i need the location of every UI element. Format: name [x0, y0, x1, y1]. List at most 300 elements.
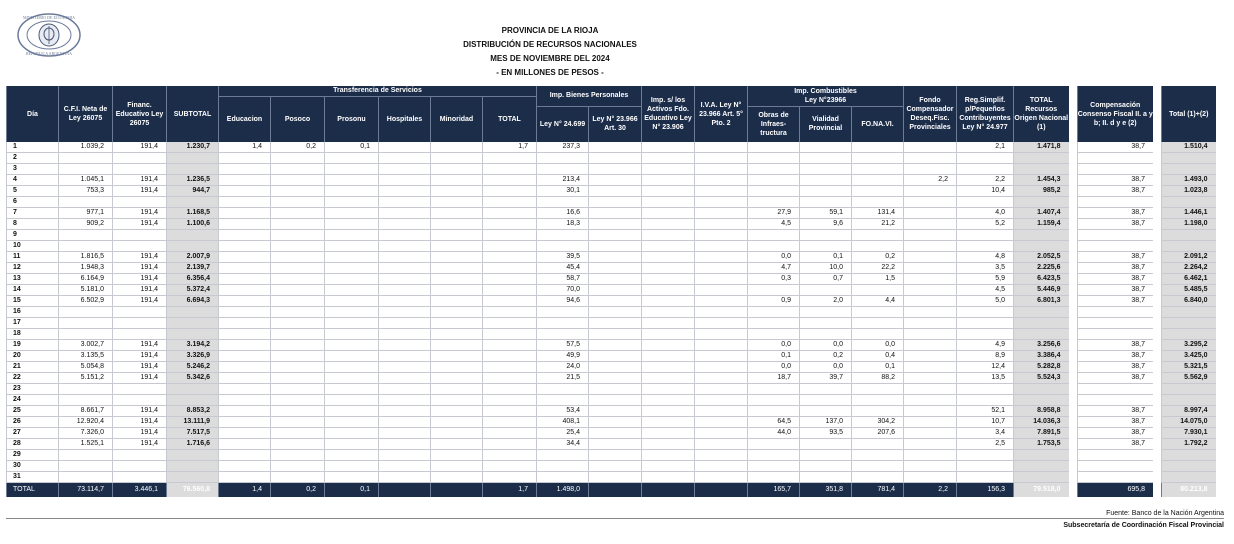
- cell-tro: 1.159,4: [1014, 219, 1069, 230]
- cell-min: [431, 483, 483, 498]
- cell-d: 14: [7, 285, 59, 296]
- col-header-vialidad-provincial: Vialidad Provincial: [800, 106, 852, 142]
- cell-pos: [271, 450, 325, 461]
- cell-fon: [852, 439, 904, 450]
- cell-ibp1: [537, 450, 589, 461]
- cell-fc: [904, 241, 957, 252]
- cell-rs: 4,0: [957, 208, 1014, 219]
- cell-pos: [271, 285, 325, 296]
- cell-tot: [1162, 384, 1216, 395]
- cell-fon: [852, 461, 904, 472]
- cell-iva: [695, 340, 748, 351]
- cell-fc: [904, 329, 957, 340]
- cell-iva: [695, 285, 748, 296]
- cell-comp: [1077, 153, 1153, 164]
- cell-fon: 0,2: [852, 252, 904, 263]
- cell-fc: [904, 461, 957, 472]
- cell-tro: 3.256,6: [1014, 340, 1069, 351]
- cell-ibp1: 21,5: [537, 373, 589, 384]
- cell-tst: [483, 208, 537, 219]
- cell-cfi: 5.181,0: [59, 285, 113, 296]
- cell-min: [431, 329, 483, 340]
- cell-edu: [219, 197, 271, 208]
- cell-comp: 38,7: [1077, 351, 1153, 362]
- report-title: [0, 24, 1100, 80]
- cell-iva: [695, 439, 748, 450]
- cell-fon: 0,4: [852, 351, 904, 362]
- cell-fc: [904, 263, 957, 274]
- cell-cfi: 3.135,5: [59, 351, 113, 362]
- cell-hos: [379, 318, 431, 329]
- cell-tst: [483, 285, 537, 296]
- cell-cfi: 5.054,8: [59, 362, 113, 373]
- col-header-bienes-ley-23966: Ley N° 23.966 Art. 30: [589, 106, 642, 142]
- cell-fc: [904, 351, 957, 362]
- cell-pro: [325, 153, 379, 164]
- cell-obr: [748, 384, 800, 395]
- cell-min: [431, 373, 483, 384]
- col-header-fondo-compensador: Fondo Compensador Deseq.Fisc. Provinciales: [904, 86, 957, 142]
- cell-via: 59,1: [800, 208, 852, 219]
- cell-ibp2: [589, 340, 642, 351]
- cell-fe: [113, 450, 167, 461]
- col-header-total-recursos: TOTAL Recursos Origen Nacional (1): [1014, 86, 1069, 142]
- cell-min: [431, 208, 483, 219]
- col-header-dia: Día: [7, 86, 59, 142]
- cell-iva: [695, 406, 748, 417]
- cell-edu: [219, 175, 271, 186]
- cell-fon: 0,1: [852, 362, 904, 373]
- cell-tro: 5.282,8: [1014, 362, 1069, 373]
- cell-via: [800, 241, 852, 252]
- cell-pro: [325, 296, 379, 307]
- cell-ibp2: [589, 219, 642, 230]
- table-row: [7, 175, 1216, 186]
- cell-sub: 6.694,3: [167, 296, 219, 307]
- cell-fe: 191,4: [113, 274, 167, 285]
- table-row: [7, 329, 1216, 340]
- cell-via: 137,0: [800, 417, 852, 428]
- cell-rs: 10,4: [957, 186, 1014, 197]
- cell-hos: [379, 274, 431, 285]
- cell-obr: 44,0: [748, 428, 800, 439]
- cell-pro: [325, 329, 379, 340]
- cell-pro: [325, 472, 379, 483]
- cell-pos: [271, 439, 325, 450]
- cell-tst: [483, 439, 537, 450]
- cell-d: 29: [7, 450, 59, 461]
- cell-ibp2: [589, 208, 642, 219]
- cell-tot: 1.792,2: [1162, 439, 1216, 450]
- cell-cfi: 5.151,2: [59, 373, 113, 384]
- cell-rs: 5,2: [957, 219, 1014, 230]
- cell-pro: [325, 285, 379, 296]
- cell-cfi: [59, 472, 113, 483]
- cell-iaf: [642, 362, 695, 373]
- cell-min: [431, 472, 483, 483]
- cell-ibp1: [537, 329, 589, 340]
- footer-source: Fuente: Banco de la Nación Argentina: [1106, 510, 1224, 517]
- cell-fc: [904, 318, 957, 329]
- cell-ibp2: [589, 296, 642, 307]
- cell-sub: 1.716,6: [167, 439, 219, 450]
- cell-min: [431, 252, 483, 263]
- cell-tro: [1014, 241, 1069, 252]
- cell-tro: 5.446,9: [1014, 285, 1069, 296]
- cell-edu: [219, 307, 271, 318]
- cell-hos: [379, 208, 431, 219]
- cell-tst: [483, 428, 537, 439]
- cell-edu: [219, 450, 271, 461]
- cell-tot: 5.321,5: [1162, 362, 1216, 373]
- cell-min: [431, 351, 483, 362]
- cell-rs: 4,5: [957, 285, 1014, 296]
- cell-obr: [748, 197, 800, 208]
- cell-ibp2: [589, 153, 642, 164]
- cell-d: 2: [7, 153, 59, 164]
- cell-ibp1: [537, 318, 589, 329]
- cell-iaf: [642, 417, 695, 428]
- cell-fe: 191,4: [113, 373, 167, 384]
- col-header-ts-prosonu: Prosonu: [325, 96, 379, 142]
- col-header-subtotal: SUBTOTAL: [167, 86, 219, 142]
- cell-obr: 0,0: [748, 362, 800, 373]
- cell-ibp1: 24,0: [537, 362, 589, 373]
- table-row: [7, 241, 1216, 252]
- cell-ibp2: [589, 274, 642, 285]
- cell-sub: [167, 230, 219, 241]
- cell-iaf: [642, 208, 695, 219]
- cell-tst: [483, 450, 537, 461]
- cell-iaf: [642, 461, 695, 472]
- cell-pos: [271, 406, 325, 417]
- cell-obr: [748, 395, 800, 406]
- cell-hos: [379, 285, 431, 296]
- cell-fe: [113, 153, 167, 164]
- cell-pos: [271, 318, 325, 329]
- cell-obr: 0,0: [748, 252, 800, 263]
- cell-edu: [219, 395, 271, 406]
- cell-comp: 38,7: [1077, 219, 1153, 230]
- cell-tro: [1014, 450, 1069, 461]
- cell-sub: 1.230,7: [167, 142, 219, 153]
- cell-obr: 0,1: [748, 351, 800, 362]
- cell-fe: [113, 197, 167, 208]
- cell-fon: [852, 318, 904, 329]
- col-header-iva: I.V.A. Ley N° 23.966 Art. 5° Pto. 2: [695, 86, 748, 142]
- cell-pos: [271, 197, 325, 208]
- cell-ibp1: 49,9: [537, 351, 589, 362]
- cell-iaf: [642, 164, 695, 175]
- cell-hos: [379, 197, 431, 208]
- cell-ibp1: [537, 164, 589, 175]
- cell-pro: [325, 450, 379, 461]
- cell-pro: [325, 241, 379, 252]
- cell-ibp2: [589, 417, 642, 428]
- cell-hos: [379, 428, 431, 439]
- table-row: [7, 164, 1216, 175]
- cell-comp: [1077, 318, 1153, 329]
- cell-d: 3: [7, 164, 59, 175]
- cell-cfi: [59, 395, 113, 406]
- cell-pos: [271, 296, 325, 307]
- cell-sub: 7.517,5: [167, 428, 219, 439]
- cell-fe: 191,4: [113, 406, 167, 417]
- col-group-transferencia-servicios: Transferencia de Servicios: [219, 86, 537, 96]
- cell-fon: [852, 472, 904, 483]
- cell-rs: 3,4: [957, 428, 1014, 439]
- cell-fe: 191,4: [113, 175, 167, 186]
- cell-d: 13: [7, 274, 59, 285]
- cell-rs: 4,9: [957, 340, 1014, 351]
- cell-fon: [852, 197, 904, 208]
- cell-fon: [852, 450, 904, 461]
- title-distribution: DISTRIBUCIÓN DE RECURSOS NACIONALES: [463, 40, 637, 49]
- cell-tot: 80.213,8: [1162, 483, 1216, 498]
- cell-d: 24: [7, 395, 59, 406]
- cell-obr: 0,0: [748, 340, 800, 351]
- cell-d: 26: [7, 417, 59, 428]
- cell-comp: [1077, 164, 1153, 175]
- cell-d: 10: [7, 241, 59, 252]
- cell-tot: [1162, 329, 1216, 340]
- cell-sub: 1.236,5: [167, 175, 219, 186]
- cell-fe: [113, 307, 167, 318]
- cell-fe: [113, 164, 167, 175]
- cell-sub: 944,7: [167, 186, 219, 197]
- cell-fon: [852, 241, 904, 252]
- cell-iaf: [642, 406, 695, 417]
- cell-min: [431, 219, 483, 230]
- cell-tst: [483, 263, 537, 274]
- cell-rs: [957, 461, 1014, 472]
- cell-fe: 191,4: [113, 362, 167, 373]
- cell-pro: [325, 351, 379, 362]
- table-row: [7, 351, 1216, 362]
- cell-obr: 0,9: [748, 296, 800, 307]
- cell-comp: 38,7: [1077, 274, 1153, 285]
- cell-ibp1: 213,4: [537, 175, 589, 186]
- cell-fc: [904, 439, 957, 450]
- cell-sub: [167, 197, 219, 208]
- title-month: MES DE NOVIEMBRE DEL 2024: [490, 54, 610, 63]
- cell-rs: [957, 197, 1014, 208]
- cell-sub: [167, 241, 219, 252]
- cell-tro: 2.052,5: [1014, 252, 1069, 263]
- col-group-combustibles: Imp. Combustibles: [748, 86, 904, 96]
- cell-fc: [904, 274, 957, 285]
- cell-fc: [904, 428, 957, 439]
- cell-ibp1: 18,3: [537, 219, 589, 230]
- cell-rs: 10,7: [957, 417, 1014, 428]
- cell-fon: [852, 142, 904, 153]
- cell-via: [800, 285, 852, 296]
- cell-tst: [483, 175, 537, 186]
- cell-d: 5: [7, 186, 59, 197]
- cell-fe: [113, 472, 167, 483]
- cell-comp: 38,7: [1077, 186, 1153, 197]
- cell-sub: 13.111,9: [167, 417, 219, 428]
- cell-sub: [167, 472, 219, 483]
- cell-iva: [695, 153, 748, 164]
- table-row: [7, 373, 1216, 384]
- cell-fc: [904, 252, 957, 263]
- cell-obr: [748, 329, 800, 340]
- cell-iva: [695, 296, 748, 307]
- cell-cfi: 1.948,3: [59, 263, 113, 274]
- cell-pos: [271, 175, 325, 186]
- cell-tot: [1162, 241, 1216, 252]
- cell-iva: [695, 395, 748, 406]
- cell-fc: [904, 340, 957, 351]
- cell-edu: [219, 351, 271, 362]
- cell-tro: 1.471,8: [1014, 142, 1069, 153]
- cell-cfi: [59, 461, 113, 472]
- cell-edu: [219, 461, 271, 472]
- cell-tot: [1162, 318, 1216, 329]
- cell-pro: [325, 263, 379, 274]
- cell-cfi: [59, 153, 113, 164]
- cell-ibp1: 58,7: [537, 274, 589, 285]
- cell-sub: 8.853,2: [167, 406, 219, 417]
- cell-tro: [1014, 307, 1069, 318]
- cell-fe: 191,4: [113, 186, 167, 197]
- cell-iaf: [642, 351, 695, 362]
- cell-obr: [748, 142, 800, 153]
- cell-hos: [379, 307, 431, 318]
- cell-hos: [379, 329, 431, 340]
- cell-iva: [695, 461, 748, 472]
- cell-pos: [271, 362, 325, 373]
- cell-pro: [325, 252, 379, 263]
- cell-sub: 2.007,9: [167, 252, 219, 263]
- cell-pos: [271, 351, 325, 362]
- cell-d: 12: [7, 263, 59, 274]
- cell-tro: 3.386,4: [1014, 351, 1069, 362]
- cell-fe: 191,4: [113, 351, 167, 362]
- cell-pos: [271, 219, 325, 230]
- cell-fon: [852, 186, 904, 197]
- cell-pos: [271, 241, 325, 252]
- cell-pos: [271, 263, 325, 274]
- cell-cfi: [59, 318, 113, 329]
- cell-ibp2: [589, 406, 642, 417]
- cell-tot: [1162, 472, 1216, 483]
- cell-iaf: [642, 395, 695, 406]
- col-header-financ-educativo: Financ. Educativo Ley 26075: [113, 86, 167, 142]
- cell-min: [431, 274, 483, 285]
- cell-iaf: [642, 142, 695, 153]
- cell-pos: [271, 153, 325, 164]
- col-header-ts-total: TOTAL: [483, 96, 537, 142]
- cell-pos: [271, 472, 325, 483]
- cell-sub: [167, 153, 219, 164]
- cell-iva: [695, 197, 748, 208]
- cell-iaf: [642, 274, 695, 285]
- cell-tro: 79.518,0: [1014, 483, 1069, 498]
- cell-tot: 6.840,0: [1162, 296, 1216, 307]
- cell-min: [431, 439, 483, 450]
- cell-cfi: [59, 307, 113, 318]
- cell-ibp1: [537, 384, 589, 395]
- seal-text-bottom: REPUBLICA ARGENTINA: [25, 51, 73, 56]
- cell-tst: [483, 186, 537, 197]
- cell-rs: 52,1: [957, 406, 1014, 417]
- cell-iva: [695, 219, 748, 230]
- cell-tst: [483, 362, 537, 373]
- cell-via: [800, 472, 852, 483]
- cell-ibp1: 39,5: [537, 252, 589, 263]
- cell-pos: [271, 428, 325, 439]
- cell-rs: 4,8: [957, 252, 1014, 263]
- cell-iaf: [642, 241, 695, 252]
- cell-iva: [695, 373, 748, 384]
- cell-iva: [695, 142, 748, 153]
- cell-fe: [113, 318, 167, 329]
- cell-edu: [219, 318, 271, 329]
- cell-ibp2: [589, 175, 642, 186]
- col-header-ts-hospitales: Hospitales: [379, 96, 431, 142]
- cell-ibp2: [589, 252, 642, 263]
- cell-pro: [325, 164, 379, 175]
- cell-pos: [271, 373, 325, 384]
- footer-department: Subsecretaría de Coordinación Fiscal Provincial: [1063, 522, 1224, 529]
- cell-tro: [1014, 318, 1069, 329]
- cell-min: [431, 461, 483, 472]
- cell-pos: [271, 340, 325, 351]
- cell-via: 2,0: [800, 296, 852, 307]
- cell-tot: 1.493,0: [1162, 175, 1216, 186]
- cell-ibp1: 53,4: [537, 406, 589, 417]
- cell-tro: [1014, 329, 1069, 340]
- cell-tst: [483, 241, 537, 252]
- cell-iva: [695, 230, 748, 241]
- cell-via: [800, 395, 852, 406]
- cell-ibp1: 16,6: [537, 208, 589, 219]
- cell-edu: [219, 296, 271, 307]
- cell-tst: 1,7: [483, 483, 537, 498]
- cell-min: [431, 197, 483, 208]
- cell-tst: [483, 417, 537, 428]
- cell-fe: 191,4: [113, 296, 167, 307]
- cell-rs: [957, 472, 1014, 483]
- cell-ibp1: [537, 153, 589, 164]
- cell-iva: [695, 186, 748, 197]
- cell-ibp2: [589, 142, 642, 153]
- cell-tro: 8.958,8: [1014, 406, 1069, 417]
- cell-pro: [325, 461, 379, 472]
- cell-min: [431, 406, 483, 417]
- cell-iva: [695, 428, 748, 439]
- cell-iva: [695, 329, 748, 340]
- cell-via: [800, 197, 852, 208]
- cell-via: 9,6: [800, 219, 852, 230]
- cell-tst: [483, 340, 537, 351]
- cell-d: 22: [7, 373, 59, 384]
- cell-comp: 38,7: [1077, 373, 1153, 384]
- cell-rs: 8,9: [957, 351, 1014, 362]
- cell-via: [800, 318, 852, 329]
- cell-d: 31: [7, 472, 59, 483]
- cell-sub: [167, 461, 219, 472]
- cell-fc: [904, 186, 957, 197]
- cell-fc: [904, 406, 957, 417]
- cell-sub: 5.246,2: [167, 362, 219, 373]
- cell-pro: [325, 384, 379, 395]
- cell-pro: [325, 362, 379, 373]
- cell-ibp2: [589, 186, 642, 197]
- cell-pro: 0,1: [325, 142, 379, 153]
